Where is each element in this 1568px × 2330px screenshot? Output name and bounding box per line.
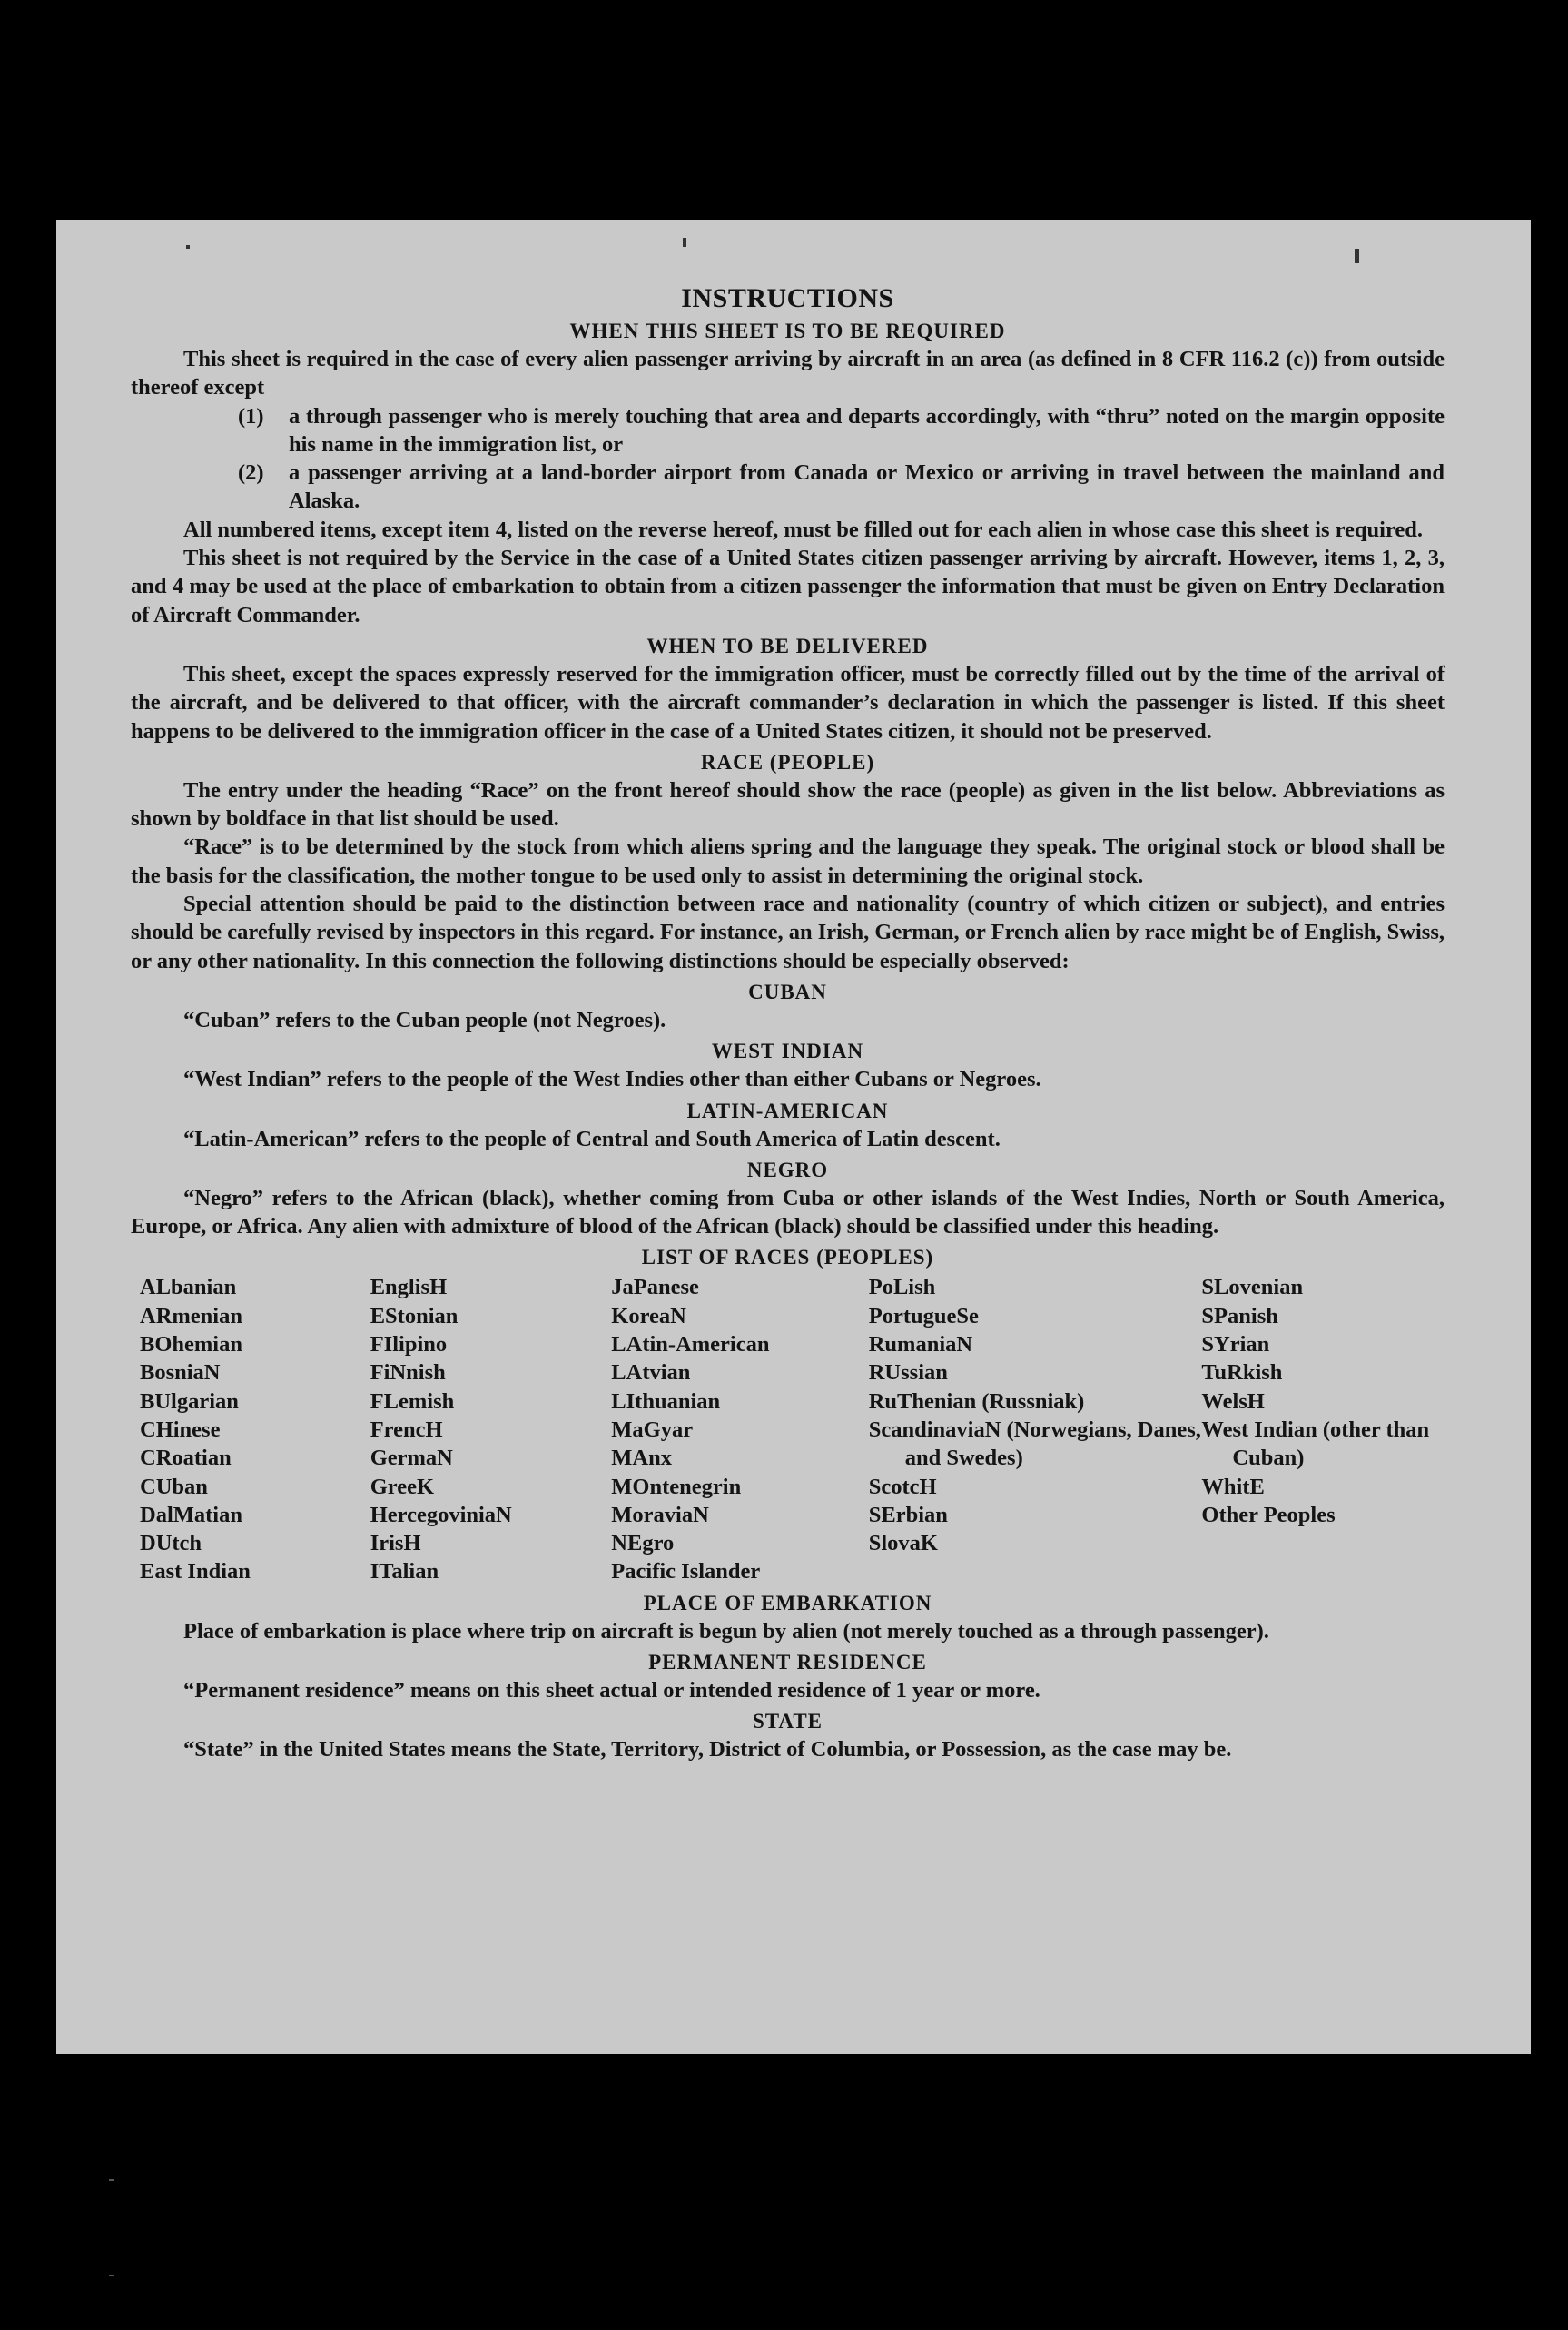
race-entry: FrencH xyxy=(370,1417,443,1442)
required-para-items: All numbered items, except item 4, listed on the reverse hereof, must be filled out for each alien in whose case this sheet is required. xyxy=(183,517,1424,542)
race-entry: JaPanese xyxy=(611,1275,699,1300)
heading-negro: NEGRO xyxy=(746,1158,829,1181)
race-entry: Other Peoples xyxy=(1201,1502,1336,1527)
heading-state: STATE xyxy=(752,1710,823,1733)
delivered-para: This sheet, except the spaces expressly reserved for the immigration officer, must be correctly filled out by the time of the arrival of the aircraft, and be delivered to that officer, with the aircraft commander’s declaration in which the passenger is listed. If this sheet happens to be delivered to the immigration officer in the case of a United States citizen, it should not be preserved. xyxy=(131,661,1445,744)
heading-west-indian: WEST INDIAN xyxy=(711,1040,864,1063)
exception-item-2 xyxy=(238,459,1445,516)
embarkation-para: Place of embarkation is place where trip on aircraft is begun by alien (not merely touched as a through passenger). xyxy=(183,1618,1269,1644)
race-entry: WelsH xyxy=(1201,1388,1265,1414)
race-para-3: Special attention should be paid to the distinction between race and nationality (country of which citizen or subject), and entries should be carefully revised by inspectors in this regard. For instance, an Irish, German, or French alien by race might be of English, Swiss, or any other nationality. In this connection the following distinctions should be especially observed: xyxy=(131,892,1445,973)
cuban-para: “Cuban” refers to the Cuban people (not Negroes). xyxy=(183,1007,666,1032)
race-entry: PoLish xyxy=(868,1275,936,1300)
race-entry: MaGyar xyxy=(611,1417,694,1442)
race-entry: GreeK xyxy=(370,1474,434,1499)
race-entry: HercegoviniaN xyxy=(370,1502,512,1527)
race-entry: DUtch xyxy=(140,1531,202,1556)
races-column-2 xyxy=(370,1273,612,1585)
race-entry: FIlipino xyxy=(370,1332,448,1358)
race-entry: BosniaN xyxy=(140,1360,221,1386)
race-entry: CUban xyxy=(140,1474,208,1499)
scan-speck xyxy=(109,2179,114,2181)
race-entry: East Indian xyxy=(140,1559,251,1585)
race-entry: Pacific Islander xyxy=(611,1559,761,1585)
heading-when-required: WHEN THIS SHEET IS TO BE REQUIRED xyxy=(569,320,1006,342)
race-entry: RUssian xyxy=(868,1360,948,1386)
race-entry: SLovenian xyxy=(1201,1275,1304,1300)
races-column-1 xyxy=(140,1273,370,1585)
race-entry: West Indian (other than Cuban) xyxy=(1201,1417,1430,1471)
race-entry: ITalian xyxy=(370,1559,439,1585)
exception-number: (2) xyxy=(238,460,264,486)
race-entry: FLemish xyxy=(370,1388,455,1414)
negro-para: “Negro” refers to the African (black), whether coming from Cuba or other islands of the West Indies, North or South America, Europe, or Africa. Any alien with admixture of blood of the African (black) should be classified under this heading. xyxy=(131,1185,1445,1239)
race-entry: SErbian xyxy=(868,1502,948,1527)
race-entry: LAtvian xyxy=(611,1360,691,1386)
scan-speck xyxy=(683,238,686,247)
race-entry: RuThenian (Russniak) xyxy=(868,1388,1085,1414)
race-entry: NEgro xyxy=(611,1531,675,1556)
state-para: “State” in the United States means the State, Territory, District of Columbia, or Possession, as the case may be. xyxy=(183,1737,1232,1762)
race-entry: LAtin-American xyxy=(611,1332,770,1358)
race-entry: PortugueSe xyxy=(868,1303,979,1328)
race-entry: SYrian xyxy=(1201,1332,1270,1358)
heading-when-delivered: WHEN TO BE DELIVERED xyxy=(646,634,929,657)
heading-race: RACE (PEOPLE) xyxy=(700,750,875,774)
west-indian-para: “West Indian” refers to the people of the West Indies other than either Cubans or Negroes. xyxy=(183,1067,1041,1092)
race-entry: FiNnish xyxy=(370,1360,446,1386)
exception-text: a passenger arriving at a land-border airport from Canada or Mexico or arriving in travel between the mainland and Alaska. xyxy=(289,460,1445,514)
race-entry: GermaN xyxy=(370,1446,453,1471)
exception-number: (1) xyxy=(238,403,264,429)
race-entry: BOhemian xyxy=(140,1332,242,1358)
race-entry: LIthuanian xyxy=(611,1388,721,1414)
instruction-sheet xyxy=(56,220,1531,2054)
residence-para: “Permanent residence” means on this sheet actual or intended residence of 1 year or more. xyxy=(183,1677,1040,1703)
race-entry: TuRkish xyxy=(1201,1360,1283,1386)
race-entry: WhitE xyxy=(1201,1474,1265,1499)
scan-speck xyxy=(109,2275,114,2276)
race-entry: ScandinaviaN (Norwegians, Danes, and Swedes) xyxy=(868,1417,1201,1471)
race-entry: ARmenian xyxy=(140,1303,242,1328)
scan-speck xyxy=(1355,249,1359,263)
heading-cuban: CUBAN xyxy=(748,980,827,1003)
heading-list-of-races: LIST OF RACES (PEOPLES) xyxy=(641,1246,934,1269)
heading-permanent-residence: PERMANENT RESIDENCE xyxy=(648,1650,927,1673)
race-entry: CHinese xyxy=(140,1417,221,1442)
race-entry: RumaniaN xyxy=(868,1332,973,1358)
exception-text: a through passenger who is merely touching that area and departs accordingly, with “thru” noted on the margin opposite his name in the immigration list, or xyxy=(289,403,1445,457)
latin-american-para: “Latin-American” refers to the people of Central and South America of Latin descent. xyxy=(183,1126,1001,1151)
race-entry: MOntenegrin xyxy=(611,1474,742,1499)
races-column-5 xyxy=(1201,1273,1445,1585)
race-entry: ScotcH xyxy=(868,1474,937,1499)
scan-speck xyxy=(186,245,190,249)
heading-place-of-embarkation: PLACE OF EMBARKATION xyxy=(643,1591,932,1614)
race-entry: ALbanian xyxy=(140,1275,237,1300)
required-intro: This sheet is required in the case of every alien passenger arriving by aircraft in an area (as defined in 8 CFR 116.2 (c)) from outside thereof except xyxy=(131,347,1445,400)
race-entry: DalMatian xyxy=(140,1502,242,1527)
races-list xyxy=(131,1273,1445,1585)
race-entry: SPanish xyxy=(1201,1303,1278,1328)
race-entry: KoreaN xyxy=(611,1303,686,1328)
race-para-2: “Race” is to be determined by the stock from which aliens spring and the language they speak. The original stock or blood shall be the basis for the classification, the mother tongue to be used only to assist in determining the original stock. xyxy=(131,834,1445,888)
race-para-1: The entry under the heading “Race” on the front hereof should show the race (people) as given in the list below. Abbreviations as shown by boldface in that list should be used. xyxy=(131,777,1445,832)
races-column-4 xyxy=(869,1273,1202,1585)
race-entry: MAnx xyxy=(611,1446,672,1471)
race-entry: EnglisH xyxy=(370,1275,448,1300)
exception-item-1 xyxy=(238,402,1445,459)
race-entry: IrisH xyxy=(370,1531,421,1556)
race-entry: CRoatian xyxy=(140,1446,232,1471)
heading-latin-american: LATIN-AMERICAN xyxy=(686,1099,889,1122)
race-entry: MoraviaN xyxy=(611,1502,709,1527)
race-entry: SlovaK xyxy=(868,1531,938,1556)
race-entry: EStonian xyxy=(370,1303,459,1328)
page-title: INSTRUCTIONS xyxy=(681,283,894,313)
races-column-3 xyxy=(611,1273,868,1585)
race-entry: BUlgarian xyxy=(140,1388,239,1414)
required-para-citizen: This sheet is not required by the Service in the case of a United States citizen passenger arriving by aircraft. However, items 1, 2, 3, and 4 may be used at the place of embarkation to obtain from a citizen passenger the information that must be given on Entry Declaration of Aircraft Commander. xyxy=(131,546,1445,627)
